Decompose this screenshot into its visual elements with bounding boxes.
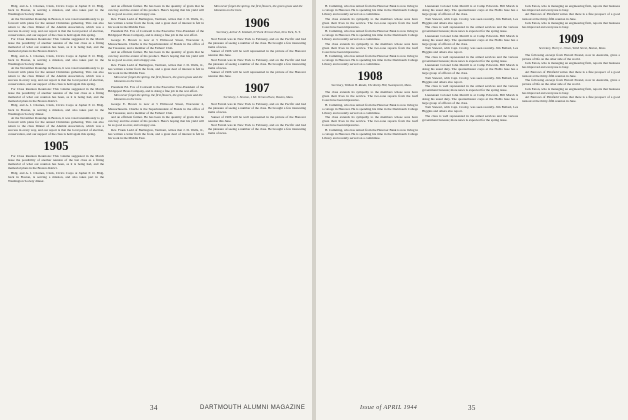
paragraph: Lieutenant Colonel John Merrill is at Camp Edwards. Bill Marsh is doing his usual duty. The quartermaster corps at the Hollis base has a large group of officers of the class. bbox=[422, 92, 518, 105]
class-secretary: Secretary, J. Newton, 1 Mt. Vernon Place, Boston, Mass. bbox=[223, 95, 294, 100]
paragraph: Bldg. and A. I. Charnes, Clark, Civics Corps at Japhet P. O. Bldg. back in Boston, is serving a mission, and also takes part in the Washington Society dinner. bbox=[8, 103, 104, 116]
paragraph: H. Cumming, who has retired from the Hanover Bank is now living in a cottage in Hanover. He is spending his time in the Dartmouth College Library and recently served on a committee. bbox=[322, 102, 418, 115]
class-year-heading: 1906 bbox=[244, 15, 270, 30]
paragraph: H. Cumming, who has retired from the Hanover Bank is now living in a cottage in Hanover. He is spending his time in the Dartmouth College Library and recently served on a committee. bbox=[322, 4, 418, 17]
paragraph: The class extends its sympathy to the members whose sons have given their lives in the service. The two-tone reports from the Gulf Coast have been impressive. bbox=[322, 115, 418, 128]
paragraph: The following excerpt from Harold Prestel, now in Australia, gives a picture of life on the other side of the world. bbox=[522, 78, 620, 87]
column-6 bbox=[522, 4, 620, 402]
poem-stanza: Men never forget the spring, the first flowers, the green grass and the blossoms on the trees. bbox=[214, 4, 303, 12]
paragraph: President Ed. Fox of Cornwall is the Executive Vice-President of the Bridgeport Brass Company, and is doing a fine job in the war effort. bbox=[108, 29, 204, 38]
paragraph: Jack Eaton, who is managing an engineering firm, reports that business has improved and everyone is busy. bbox=[522, 86, 620, 95]
paragraph: Bldg. and A. I. Charnes, Clark, Civics Corps at Japhet P. O. Bldg. back in Boston, is serving a mission, and also takes part in the Washington Society dinner. bbox=[8, 4, 104, 17]
paragraph: Rev. Frank Ladd of Burlington, Vermont, writes that J. D. Wells, Jr., has written a letter from the front, and a great deal of interest is felt in his work in the Middle East. bbox=[108, 127, 204, 140]
paragraph: For Class Reunion Reunions: This volume suggested in the March issue the possibility of another reunion of the last class as a fitting memorial of what our reunion has been, as it is being had, and the memorial plans in the Boston district. bbox=[8, 86, 104, 104]
paragraph: At the November Roundup in Boston, it was voted unanimously to go forward with plans for the annual Christmas gathering. This can also return to the class Dinner of the Alumni Association, which was a success in every way, and our report is that the local period of election, conservation, and our support of the class is held again this spring. bbox=[8, 66, 104, 87]
page-number-right: 35 bbox=[468, 404, 476, 412]
paragraph: At the November Roundup in Boston, it was voted unanimously to go forward with plans for the annual Christmas gathering. This can also return to the class Dinner of the Alumni Association, which was a success in every way, and our report is that the local period of election, conservation, and our support of the class is held again this spring. bbox=[8, 116, 104, 137]
paragraph: At the November Roundup in Boston, it was voted unanimously to go forward with plans for the annual Christmas gathering. This can also return to the class Dinner of the Alumni Association, which was a success in every way, and our report is that the local period of election, conservation, and our support of the class is held again this spring. bbox=[8, 16, 104, 37]
paragraph: Sunset of 1906 will be well represented in the picture of the Hanover reunion this June. bbox=[208, 70, 306, 79]
paragraph: George E. Brown is now at 5 Elmwood Street, Worcester 2, Massachusetts. Charlie is the Superintendent of Bonds in the office of the Treasurer, and a member of the Fathers' Club. bbox=[108, 102, 204, 115]
paragraph: Lieutenant Colonel John Merrill is at Camp Edwards. Bill Marsh is doing his usual duty. The quartermaster corps at the Hollis base has a large group of officers of the class. bbox=[422, 4, 518, 17]
paragraph: Rev. Frank Ladd of Burlington, Vermont, writes that J. D. Wells, Jr., has written a letter from the front, and a great deal of interest is felt in his work in the Middle East. bbox=[108, 16, 204, 29]
paragraph: Jack Eaton, who is managing an engineering firm, reports that business has improved and everyone is busy. bbox=[522, 20, 620, 30]
paragraph: Ned Farrah was in New York to February, and on the Pacific and had the pleasure of seeing a number of the class. He brought a few interesting items of news. bbox=[208, 102, 306, 115]
paragraph: Bldg. and A. I. Charnes, Clark, Civics Corps at Japhet P. O. Bldg. back in Boston, is serving a mission, and also takes part in the Washington Society dinner. bbox=[8, 170, 104, 183]
paragraph: Art Barrows of Pittsfield writes that there is a fine prospect of a good turnout at the thirty-fifth reunion in June. bbox=[522, 95, 620, 104]
paragraph: For Class Reunion Reunions: This volume suggested in the March issue the possibility of another reunion of the last class as a fitting memorial of what our reunion has been, as it is being had, and the memorial plans in the Boston district. bbox=[8, 154, 104, 171]
class-year-heading: 1907 bbox=[244, 81, 270, 96]
page-gutter bbox=[312, 0, 316, 420]
paragraph: The class is well represented in the armed services and the various government bureaus; more news is expected for the spring issue. bbox=[422, 54, 518, 63]
class-year-heading: 1908 bbox=[357, 69, 383, 84]
class-secretary: Secretary, Harry L. Olsen, Webb Street, Boston, Mass. bbox=[538, 46, 607, 51]
paragraph: Sunset of 1906 will be well represented in the picture of the Hanover reunion this June. bbox=[208, 114, 306, 123]
paragraph: and an efficient farmer. He has been in the quantity of grain that he can buy and the extent of his product. Here's hoping that his yield will be as good as ever, and a happy one. bbox=[108, 4, 204, 17]
paragraph: The class extends its sympathy to the members whose sons have given their lives in the service. The two-tone reports from the Gulf Coast have been impressive. bbox=[322, 90, 418, 103]
paragraph: Ned Farrah was in New York to February, and on the Pacific and had the pleasure of seeing a number of the class. He brought a few interesting items of news. bbox=[208, 57, 306, 70]
paragraph: For Class Reunion Reunions: This volume suggested in the March issue the possibility of another reunion of the last class as a fitting memorial of what our reunion has been, as it is being had, and the memorial plans in the Boston district. bbox=[8, 37, 104, 54]
poem-stanza: Men never forget the spring, the first flowers, the green grass and the blossoms on the trees. bbox=[114, 74, 203, 83]
paragraph: Art Barrows of Pittsfield writes that there is a fine prospect of a good turnout at the thirty-fifth reunion in June. bbox=[522, 12, 620, 21]
paragraph: The class is well represented in the armed services and the various government bureaus; more news is expected for the spring issue. bbox=[422, 84, 518, 93]
paragraph: Art Barrows of Pittsfield writes that there is a fine prospect of a good turnout at the thirty-fifth reunion in June. bbox=[522, 69, 620, 78]
paragraph: Sunset of 1906 will be well represented in the picture of the Hanover reunion this June. bbox=[208, 49, 306, 58]
paragraph: Bldg. and A. I. Charnes, Clark, Civics Corps at Japhet P. O. Bldg. back in Boston, is serving a mission, and also takes part in the Washington Society dinner. bbox=[8, 53, 104, 66]
class-year-heading: 1909 bbox=[558, 32, 584, 47]
paragraph: The class extends its sympathy to the members whose sons have given their lives in the service. The two-tone reports from the Gulf Coast have been impressive. bbox=[322, 41, 418, 54]
paragraph: H. Cumming, who has retired from the Hanover Bank is now living in a cottage in Hanover. He is spending his time in the Dartmouth College Library and recently served on a committee. bbox=[322, 54, 418, 67]
poem-stanza: Men never forget the spring, the first flowers, the green grass and the blossoms on the trees. bbox=[114, 92, 203, 101]
paragraph: Jack Eaton, who is managing an engineering firm, reports that business has improved and everyone is busy. bbox=[522, 61, 620, 70]
paragraph: George E. Brown is now at 5 Elmwood Street, Worcester 2, Massachusetts. Charlie is the Superintendent of Bonds in the office of the Treasurer, and a member of the Fathers' Club. bbox=[108, 37, 204, 50]
paragraph: President Ed. Fox of Cornwall is the Executive Vice-President of the Bridgeport Brass Company, and is doing a fine job in the war effort. bbox=[108, 84, 204, 93]
paragraph: Ned Farrah was in New York to February, and on the Pacific and had the pleasure of seeing a number of the class. He brought a few interesting items of news. bbox=[208, 36, 306, 49]
column-3 bbox=[208, 4, 306, 402]
paragraph: Rev. Frank Ladd of Burlington, Vermont, writes that J. D. Wells, Jr., has written a letter from the front, and a great deal of interest is felt in his work in the Middle East. bbox=[108, 62, 204, 75]
paragraph: Jack Eaton, who is managing an engineering firm, reports that business has improved and everyone is busy. bbox=[522, 4, 620, 13]
paragraph: The class is well represented in the armed services and the various government bureaus; more news is expected for the spring issue. bbox=[422, 113, 518, 122]
class-year-heading: 1905 bbox=[43, 139, 69, 154]
paragraph: Tom Stewart, with Capt. Crosby, was seen recently. Jim Ballard, Les Higgins and others also report. bbox=[422, 46, 518, 55]
paragraph: The class is well represented in the armed services and the various government bureaus; more news is expected for the spring issue. bbox=[422, 25, 518, 34]
paragraph: Lieutenant Colonel John Merrill is at Camp Edwards. Bill Marsh is doing his usual duty. The quartermaster corps at the Hollis base has a large group of officers of the class. bbox=[422, 63, 518, 76]
page-number-left: 34 bbox=[150, 404, 158, 412]
class-secretary: Secretary, Arthur E. Kimball, 67 Park Terrace East, New York, N. Y. bbox=[216, 29, 301, 34]
footer-magazine-title: DARTMOUTH ALUMNI MAGAZINE bbox=[200, 405, 306, 411]
paragraph: Lieutenant Colonel John Merrill is at Camp Edwards. Bill Marsh is doing his usual duty. The quartermaster corps at the Hollis base has a large group of officers of the class. bbox=[422, 33, 518, 46]
class-secretary: Secretary, William H. Rands, The Rocky Hill, Swampscott, Mass. bbox=[331, 83, 412, 88]
paragraph: Tom Stewart, with Capt. Crosby, was seen recently. Jim Ballard, Les Higgins and others also report. bbox=[422, 16, 518, 25]
paragraph: Tom Stewart, with Capt. Crosby, was seen recently. Jim Ballard, Les Higgins and others also report. bbox=[422, 75, 518, 84]
column-4 bbox=[322, 4, 418, 402]
column-1 bbox=[8, 4, 104, 402]
column-2 bbox=[108, 4, 204, 402]
paragraph: Ned Farrah was in New York to February, and on the Pacific and had the pleasure of seeing a number of the class. He brought a few interesting items of news. bbox=[208, 123, 306, 136]
paragraph: and an efficient farmer. He has been in the quantity of grain that he can buy and the extent of his product. Here's hoping that his yield will be as good as ever, and a happy one. bbox=[108, 115, 204, 128]
column-5 bbox=[422, 4, 518, 402]
paragraph: The class extends its sympathy to the members whose sons have given their lives in the service. The two-tone reports from the Gulf Coast have been impressive. bbox=[322, 16, 418, 29]
paragraph: The following excerpt from Harold Prestel, now in Australia, gives a picture of life on the other side of the world. bbox=[522, 52, 620, 61]
paragraph: H. Cumming, who has retired from the Hanover Bank is now living in a cottage in Hanover. He is spending his time in the Dartmouth College Library and recently served on a committee. bbox=[322, 127, 418, 140]
paragraph: and an efficient farmer. He has been in the quantity of grain that he can buy and the extent of his product. Here's hoping that his yield will be as good as ever, and a happy one. bbox=[108, 50, 204, 63]
paragraph: Tom Stewart, with Capt. Crosby, was seen recently. Jim Ballard, Les Higgins and others also report. bbox=[422, 105, 518, 114]
footer-issue: Issue of APRIL 1944 bbox=[360, 405, 418, 411]
paragraph: H. Cumming, who has retired from the Hanover Bank is now living in a cottage in Hanover. He is spending his time in the Dartmouth College Library and recently served on a committee. bbox=[322, 29, 418, 42]
